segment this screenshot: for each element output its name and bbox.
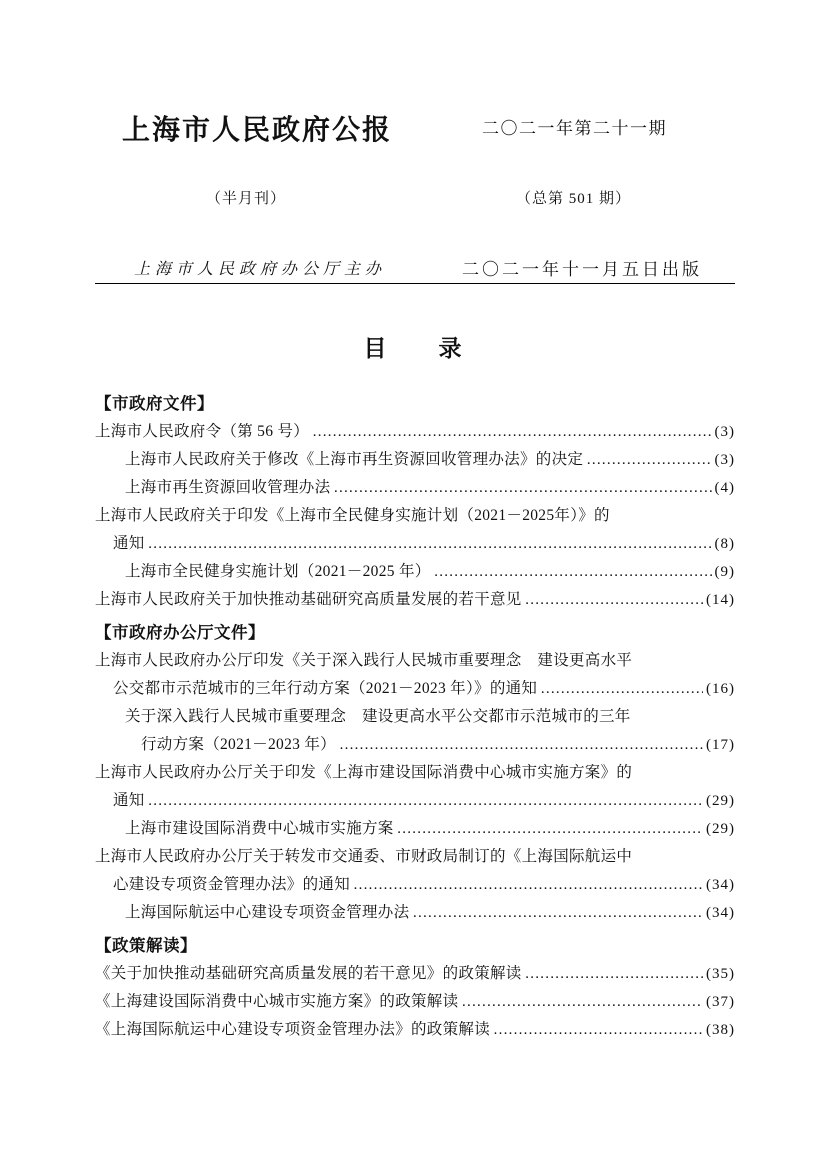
toc-entry-text: 上海市再生资源回收管理办法 (125, 479, 331, 496)
dot-leader (586, 446, 711, 474)
dot-leader (397, 815, 703, 843)
dot-leader (312, 418, 711, 446)
toc-entry-text: 上海市人民政府关于加快推动基础研究高质量发展的若干意见 (95, 591, 522, 608)
total-issue-number: （总第 501 期） (516, 191, 632, 207)
toc-page-number: (29) (706, 821, 735, 837)
toc-entry (95, 558, 735, 586)
toc-entry-text: 上海市人民政府关于印发《上海市全民健身实施计划（2021－2025年）》的 (95, 507, 610, 524)
toc-page-number: (34) (706, 905, 735, 921)
toc-entry-text: 上海市人民政府办公厅关于转发市交通委、市财政局制订的《上海国际航运中 (95, 848, 633, 865)
toc-page-number: (14) (706, 592, 735, 608)
toc-page-number: (37) (706, 994, 735, 1010)
masthead-divider (95, 283, 735, 284)
toc-entry (95, 899, 735, 927)
toc-entry (95, 703, 735, 731)
toc-entry (95, 815, 735, 843)
toc-entry (95, 1016, 735, 1044)
toc-entry-text: 《关于加快推动基础研究高质量发展的若干意见》的政策解读 (95, 965, 522, 982)
toc-entry-text: 通知 (113, 792, 145, 809)
toc-page-number: (4) (714, 480, 735, 496)
toc-entry-text: 上海市人民政府办公厅印发《关于深入践行人民城市重要理念 建设更高水平 (95, 652, 633, 669)
toc-page-number: (9) (714, 564, 735, 580)
periodicity-label: （半月刊） (206, 191, 287, 207)
toc-entry-text: 上海市建设国际消费中心城市实施方案 (125, 820, 394, 837)
toc-entry (95, 647, 735, 675)
toc-entry-text: 上海国际航运中心建设专项资金管理办法 (125, 904, 410, 921)
toc-page-number: (17) (706, 737, 735, 753)
gazette-title: 上海市人民政府公报 (122, 115, 393, 146)
toc-page-number: (38) (706, 1022, 735, 1038)
dot-leader (461, 988, 703, 1016)
toc-entry (95, 731, 735, 759)
toc-page-number: (29) (706, 793, 735, 809)
toc-entry-text: 《上海国际航运中心建设专项资金管理办法》的政策解读 (95, 1021, 491, 1038)
toc-entry-text: 上海市人民政府关于修改《上海市再生资源回收管理办法》的决定 (125, 451, 584, 468)
toc-entry (95, 675, 735, 703)
toc-entry (95, 787, 735, 815)
toc-entry-text: 通知 (113, 535, 145, 552)
dot-leader (493, 1016, 703, 1044)
toc-entry (95, 530, 735, 558)
toc-entry (95, 988, 735, 1016)
dot-leader (339, 731, 703, 759)
toc-page-number: (35) (706, 966, 735, 982)
dot-leader (525, 960, 703, 988)
publish-date: 二〇二一年十一月五日出版 (462, 260, 702, 279)
toc-section-header: 【市政府办公厅文件】 (95, 623, 265, 642)
toc-entry (95, 446, 735, 474)
toc-entry-text: 上海市全民健身实施计划（2021－2025 年） (125, 563, 431, 580)
toc-page-number: (3) (714, 424, 735, 440)
dot-leader (525, 586, 703, 614)
toc-entry (95, 759, 735, 787)
toc-page-number: (8) (714, 536, 735, 552)
dot-leader (412, 899, 703, 927)
toc-entry (95, 586, 735, 614)
toc-entry-text: 上海市人民政府令（第 56 号） (95, 423, 310, 440)
dot-leader (148, 787, 703, 815)
toc-entry (95, 502, 735, 530)
toc-title: 目 录 (363, 336, 464, 361)
toc-entry (95, 960, 735, 988)
dot-leader (148, 530, 712, 558)
dot-leader (353, 871, 703, 899)
dot-leader (333, 474, 711, 502)
toc-entry (95, 474, 735, 502)
issue-number: 二〇二一年第二十一期 (482, 119, 667, 138)
toc-entry (95, 871, 735, 899)
toc-entry (95, 843, 735, 871)
toc-page-number: (3) (714, 452, 735, 468)
dot-leader (434, 558, 712, 586)
toc-section-header: 【市政府文件】 (95, 394, 214, 413)
dot-leader (540, 675, 703, 703)
toc-entry-text: 关于深入践行人民城市重要理念 建设更高水平公交都市示范城市的三年 (125, 708, 631, 725)
toc-page-number: (16) (706, 681, 735, 697)
toc-entry-text: 心建设专项资金管理办法》的通知 (113, 876, 351, 893)
organizer-label: 上海市人民政府办公厅主办 (134, 261, 387, 278)
toc-entry-text: 《上海建设国际消费中心城市实施方案》的政策解读 (95, 993, 459, 1010)
toc-page-number: (34) (706, 877, 735, 893)
toc-list (95, 390, 735, 1044)
toc-entry-text: 行动方案（2021－2023 年） (141, 736, 336, 753)
toc-section-header: 【政策解读】 (95, 936, 197, 955)
toc-entry (95, 418, 735, 446)
toc-entry-text: 上海市人民政府办公厅关于印发《上海市建设国际消费中心城市实施方案》的 (95, 764, 633, 781)
toc-entry-text: 公交都市示范城市的三年行动方案（2021－2023 年）》的通知 (113, 680, 538, 697)
